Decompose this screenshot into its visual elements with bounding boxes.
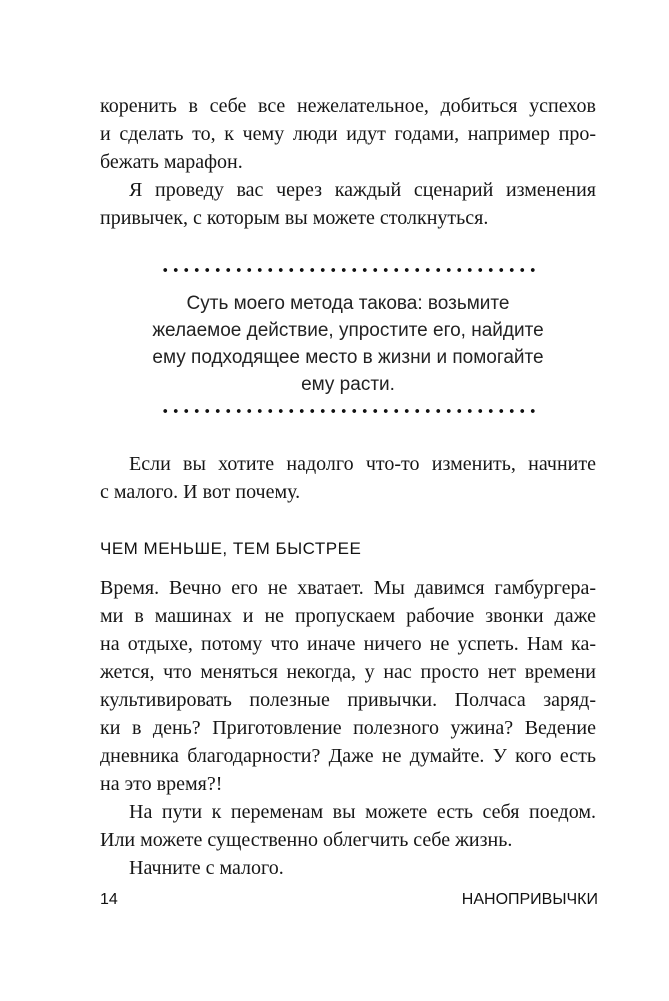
body-text-line: культивировать полезные привычки. Полчаса заряд- bbox=[100, 689, 596, 711]
body-text-line: На пути к переменам вы можете есть себя поедом. bbox=[129, 801, 596, 823]
body-text-line: Начните с малого. bbox=[129, 857, 284, 879]
pull-quote-line: Суть моего метода такова: возьмите bbox=[186, 293, 510, 314]
body-text-line: на это время?! bbox=[100, 773, 223, 795]
body-text-line: и сделать то, к чему люди идут годами, например про- bbox=[100, 123, 596, 145]
body-text-line: Если вы хотите надолго что-то изменить, начните bbox=[129, 453, 596, 475]
body-text-line: Или можете существенно облегчить себе жизнь. bbox=[100, 829, 513, 851]
body-text-line: привычек, с которым вы можете столкнуться. bbox=[100, 207, 489, 229]
page-number: 14 bbox=[100, 891, 118, 908]
pull-quote-line: ему подходящее место в жизни и помогайте bbox=[152, 347, 544, 368]
body-text-line: коренить в себе все нежелательное, добиться успехов bbox=[100, 95, 596, 117]
body-text-line: с малого. И вот почему. bbox=[100, 481, 301, 503]
body-text-line: ки в день? Приготовление полезного ужина? Ведение bbox=[100, 717, 596, 739]
body-text-line: на отдыхе, потому что иначе ничего не успеть. Нам ка- bbox=[100, 633, 596, 655]
body-text-line: жется, что меняться некогда, у нас просто нет времени bbox=[100, 661, 596, 683]
running-footer-title: НАНОПРИВЫЧКИ bbox=[461, 891, 598, 908]
pull-quote-line: желаемое действие, упростите его, найдите bbox=[152, 320, 544, 341]
body-text-line: Время. Вечно его не хватает. Мы давимся гамбургера- bbox=[100, 577, 596, 599]
body-text-line: ми в машинах и не пропускаем рабочие звонки даже bbox=[100, 605, 596, 627]
body-text-line: Я проведу вас через каждый сценарий изменения bbox=[129, 179, 596, 201]
dotted-divider-top bbox=[160, 268, 540, 272]
body-text-line: дневника благодарности? Даже не думайте. У кого есть bbox=[100, 745, 596, 767]
dotted-divider-bottom bbox=[160, 409, 540, 413]
pull-quote-line: ему расти. bbox=[301, 374, 395, 395]
section-heading: ЧЕМ МЕНЬШЕ, ТЕМ БЫСТРЕЕ bbox=[100, 539, 362, 558]
body-text-line: бежать марафон. bbox=[100, 151, 243, 173]
